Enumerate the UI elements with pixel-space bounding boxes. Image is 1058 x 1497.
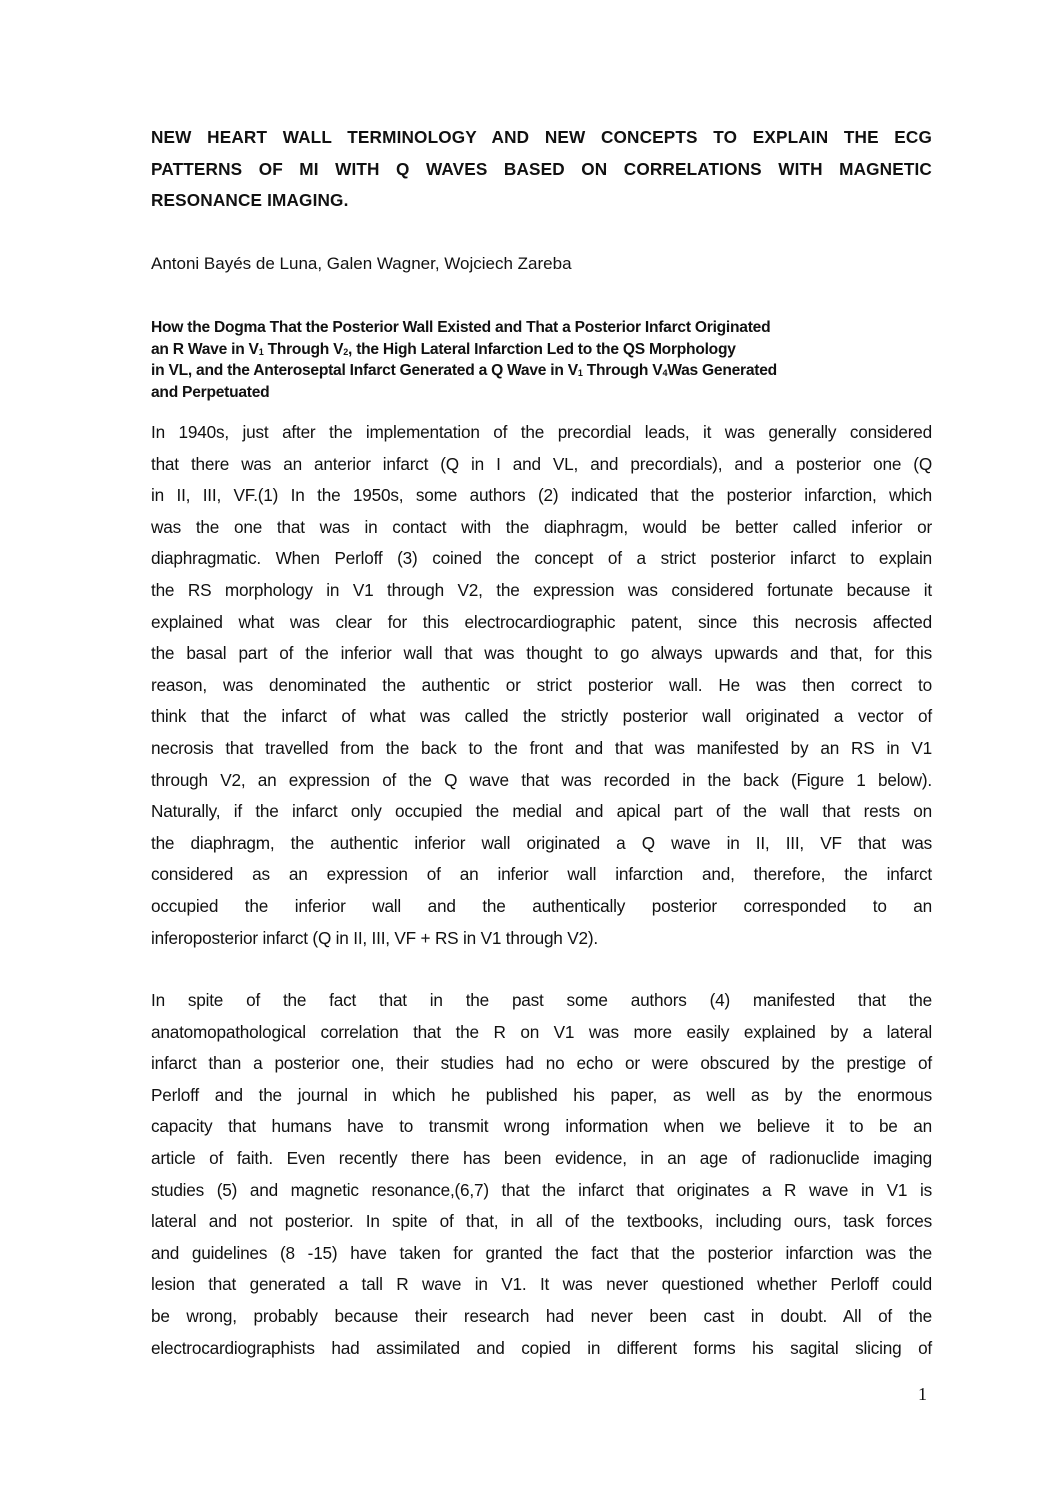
heading-line: How the Dogma That the Posterior Wall Existed and That a Posterior Infarct Originated <box>151 319 771 336</box>
paragraph-line: the diaphragm, the authentic inferior wall originated a Q wave in II, III, VF that was <box>151 832 932 853</box>
body-paragraph-2 <box>151 985 932 1364</box>
paragraph-line: electrocardiographists had assimilated and copied in different forms his sagital slicing of <box>151 1337 932 1358</box>
paragraph-line: Perloff and the journal in which he published his paper, as well as by the enormous <box>151 1084 932 1105</box>
paper-title <box>151 122 932 217</box>
paragraph-line: article of faith. Even recently there has been evidence, in an age of radionuclide imaging <box>151 1147 932 1168</box>
heading-line: an R Wave in $V_1$ Through $V_2$, the High Lateral Infarction Led to the QS Morphology <box>151 340 736 358</box>
paragraph-line: occupied the inferior wall and the authentically posterior corresponded to an <box>151 895 932 916</box>
paragraph-line: considered as an expression of an inferior wall infarction and, therefore, the infarct <box>151 864 932 885</box>
paragraph-line: infarct than a posterior one, their studies had no echo or were obscured by the prestige of <box>151 1053 932 1074</box>
body-paragraph-1 <box>151 417 932 954</box>
page-number: 1 <box>918 1384 927 1404</box>
author-list: Antoni Bayés de Luna, Galen Wagner, Wojciech Zareba <box>151 254 572 273</box>
heading-line: and Perpetuated <box>151 383 270 401</box>
paragraph-line: and guidelines (8 -15) have taken for granted the fact that the posterior infarction was the <box>151 1242 932 1263</box>
paragraph-line: inferoposterior infarct (Q in II, III, VF + RS in V1 through V2). <box>151 927 598 948</box>
paragraph-line: through V2, an expression of the Q wave that was recorded in the back (Figure 1 below). <box>151 769 932 790</box>
paragraph-line: diaphragmatic. When Perloff (3) coined the concept of a strict posterior infarct to explain <box>151 548 932 569</box>
paragraph-line: lateral and not posterior. In spite of that, in all of the textbooks, including ours, task forces <box>151 1211 932 1232</box>
section-heading <box>151 317 941 403</box>
paragraph-line: be wrong, probably because their research had never been cast in doubt. All of the <box>151 1305 932 1326</box>
paragraph-line: the basal part of the inferior wall that was thought to go always upwards and that, for this <box>151 643 932 664</box>
paragraph-line: lesion that generated a tall R wave in V1. It was never questioned whether Perloff could <box>151 1274 932 1295</box>
paragraph-line: think that the infarct of what was called the strictly posterior wall originated a vector of <box>151 706 932 727</box>
paragraph-line: the RS morphology in V1 through V2, the expression was considered fortunate because it <box>151 579 932 600</box>
paragraph-line: explained what was clear for this electrocardiographic patent, since this necrosis affected <box>151 611 932 632</box>
paragraph-line: studies (5) and magnetic resonance,(6,7) that the infarct that originates a R wave in V1 is <box>151 1179 932 1200</box>
paragraph-line: necrosis that travelled from the back to the front and that was manifested by an RS in V1 <box>151 737 932 758</box>
title-line: NEW HEART WALL TERMINOLOGY AND NEW CONCEPTS TO EXPLAIN THE ECG <box>151 127 932 147</box>
paragraph-line: that there was an anterior infarct (Q in I and VL, and precordials), and a posterior one (Q <box>151 453 932 474</box>
paragraph-line: anatomopathological correlation that the R on V1 was more easily explained by a lateral <box>151 1021 932 1042</box>
paragraph-line: reason, was denominated the authentic or strict posterior wall. He was then correct to <box>151 674 932 695</box>
paragraph-line: In spite of the fact that in the past some authors (4) manifested that the <box>151 990 932 1010</box>
paragraph-line: in II, III, VF.(1) In the 1950s, some authors (2) indicated that the posterior infarction, which <box>151 485 932 506</box>
paragraph-line: Naturally, if the infarct only occupied the medial and apical part of the wall that rests on <box>151 801 932 822</box>
paragraph-line: In 1940s, just after the implementation of the precordial leads, it was generally considered <box>151 422 932 442</box>
paragraph-line: was the one that was in contact with the diaphragm, would be better called inferior or <box>151 516 932 537</box>
heading-line: in VL, and the Anteroseptal Infarct Generated a Q Wave in $V_1$ Through $V_4Was$ Generated <box>151 362 777 379</box>
title-line: PATTERNS OF MI WITH Q WAVES BASED ON CORRELATIONS WITH MAGNETIC <box>151 158 932 179</box>
title-line: RESONANCE IMAGING. <box>151 190 349 210</box>
paragraph-line: capacity that humans have to transmit wrong information when we believe it to be an <box>151 1116 932 1137</box>
